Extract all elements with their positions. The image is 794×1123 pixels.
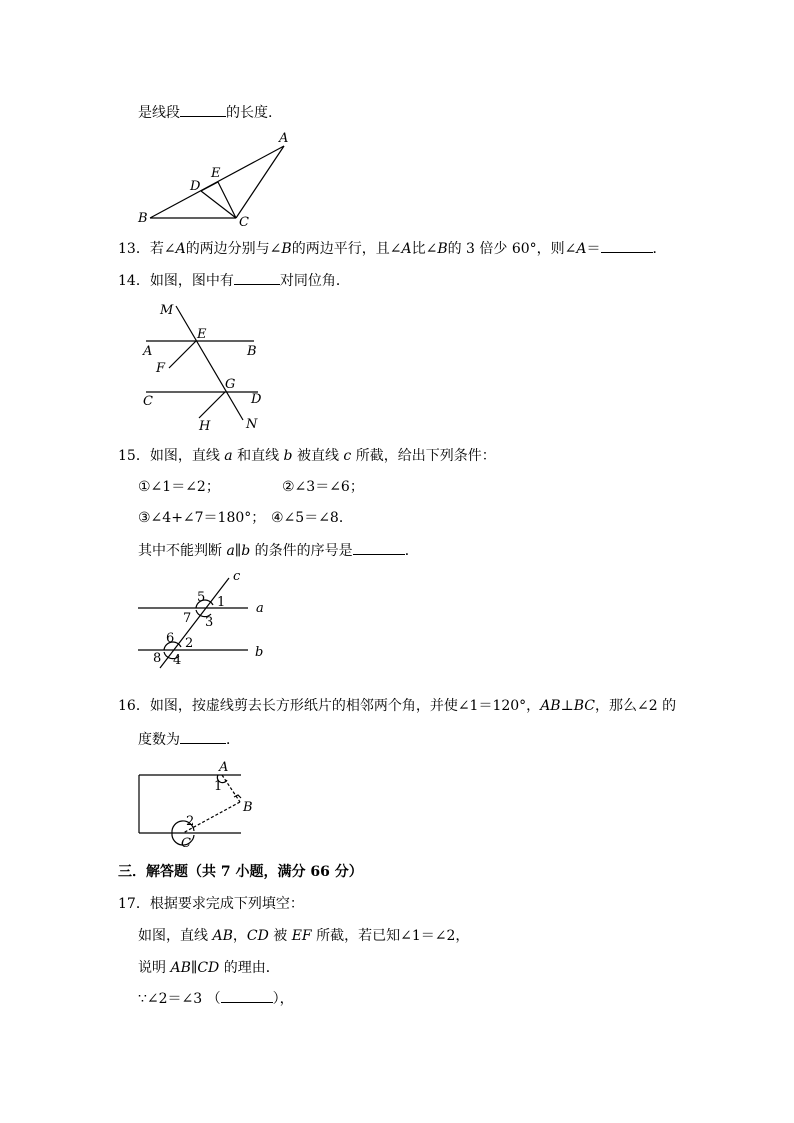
q17-parallel-expr: AB∥CD: [170, 960, 220, 976]
q16-text: 如图，按虚线剪去长方形纸片的相邻两个角，并使∠1＝120°，: [149, 698, 541, 714]
label-D: D: [251, 392, 262, 407]
q13-text: 的两边分别与∠: [185, 241, 282, 257]
label-A: A: [219, 760, 229, 775]
q13-text: 的 3 倍少 60°，则∠: [447, 241, 577, 257]
label-A: A: [279, 131, 289, 146]
label-H: H: [199, 419, 211, 434]
angle-label-6: 6: [166, 631, 175, 646]
label-b: b: [255, 645, 264, 660]
q16-text: 度数为: [138, 732, 180, 748]
q13-var-a: A: [401, 241, 412, 257]
label-B: B: [138, 211, 148, 226]
q17-text: 被: [268, 928, 292, 944]
q17-text: 所截，若已知∠1＝∠2，: [311, 928, 470, 944]
q17-line-ef: EF: [291, 928, 312, 944]
q15-text: 其中不能判断: [138, 543, 227, 559]
label-E: E: [197, 327, 207, 342]
angle-label-2: 2: [186, 814, 195, 829]
q13-var-b: B: [281, 241, 292, 257]
label-G: G: [225, 377, 236, 392]
label-C: C: [143, 394, 153, 409]
q17-line-4: [138, 988, 294, 1009]
q15-condition-1: ①∠1＝∠2；: [138, 479, 220, 495]
q15-text: 被直线: [292, 448, 344, 464]
q13-var-a: A: [175, 241, 186, 257]
q17-text: 根据要求完成下列填空：: [149, 896, 304, 912]
q17-line-cd: CD: [246, 928, 269, 944]
q17-line-ab: AB: [212, 928, 233, 944]
angle-label-4: 4: [173, 653, 182, 668]
q15-text: 的条件的序号是: [250, 543, 353, 559]
label-D: D: [190, 179, 201, 194]
q15-text: 如图，直线: [149, 448, 225, 464]
q15-var-a: a: [224, 448, 233, 464]
q16-perp-expr: AB⊥BC: [540, 698, 596, 714]
label-a: a: [256, 601, 264, 616]
angle-label-8: 8: [153, 651, 162, 666]
q15-text: 所截，给出下列条件：: [351, 448, 496, 464]
angle-label-3: 3: [205, 615, 214, 630]
label-M: M: [160, 303, 174, 318]
label-E: E: [211, 166, 221, 181]
q13-text: 比∠: [411, 241, 438, 257]
q13-var-b: B: [437, 241, 448, 257]
q17-line-3: [138, 958, 280, 978]
question-17: [118, 894, 304, 914]
section-3-title: 三．解答题（共 7 小题，满分 66 分）: [118, 864, 363, 880]
q17-text: ，: [232, 928, 247, 944]
label-B: B: [247, 344, 257, 359]
q16-text: ．: [226, 732, 240, 748]
q15-text: 和直线: [232, 448, 284, 464]
q17-blank[interactable]: [221, 988, 273, 1003]
label-C: C: [181, 836, 191, 851]
q15-condition-4: ④∠5＝∠8．: [271, 510, 353, 526]
angle-label-1: 1: [217, 595, 226, 610]
q15-text: ．: [404, 543, 419, 559]
angle-label-1: 1: [214, 779, 223, 794]
q17-number: 17．: [118, 896, 150, 912]
q13-text: 若∠: [149, 241, 176, 257]
q15-var-c: c: [343, 448, 352, 464]
label-C: C: [239, 215, 249, 230]
angle-label-7: 7: [183, 611, 192, 626]
q17-text: ∵∠2＝∠3 （: [138, 991, 221, 1007]
q14-number: 14．: [118, 273, 150, 289]
q17-text: 的理由．: [219, 960, 280, 976]
q15-var-b: b: [283, 448, 293, 464]
q13-var-a: A: [576, 241, 587, 257]
label-F: F: [156, 361, 166, 376]
label-N: N: [246, 417, 258, 432]
q14-text: 如图，图中有: [149, 273, 234, 289]
q16-number: 16．: [118, 698, 150, 714]
q17-text: ），: [272, 991, 294, 1007]
cut-ab: [222, 775, 240, 802]
q15-parallel-expr: a∥b: [226, 543, 251, 559]
q17-text: 说明: [138, 960, 171, 976]
q14-text: 对同位角．: [279, 273, 350, 289]
label-c: c: [233, 569, 241, 584]
q13-text: ＝: [586, 241, 601, 257]
q15-condition-3: ③∠4+∠7＝180°；: [138, 510, 266, 526]
label-B: B: [243, 800, 253, 815]
q12-text-before: 是线段: [138, 105, 180, 121]
q17-line-2: [138, 926, 469, 946]
q15-condition-2: ②∠3＝∠6；: [282, 479, 364, 495]
q12-text-after: 的长度.: [226, 105, 273, 121]
q17-text: 如图，直线: [138, 928, 213, 944]
label-A: A: [143, 344, 153, 359]
q13-text: ．: [652, 241, 667, 257]
q13-text: 的两边平行，且∠: [291, 241, 402, 257]
q15-number: 15．: [118, 448, 150, 464]
q16-text: ，那么∠2 的: [595, 698, 677, 714]
angle-label-2: 2: [185, 636, 194, 651]
q13-number: 13．: [118, 241, 150, 257]
angle-label-5: 5: [197, 590, 206, 605]
